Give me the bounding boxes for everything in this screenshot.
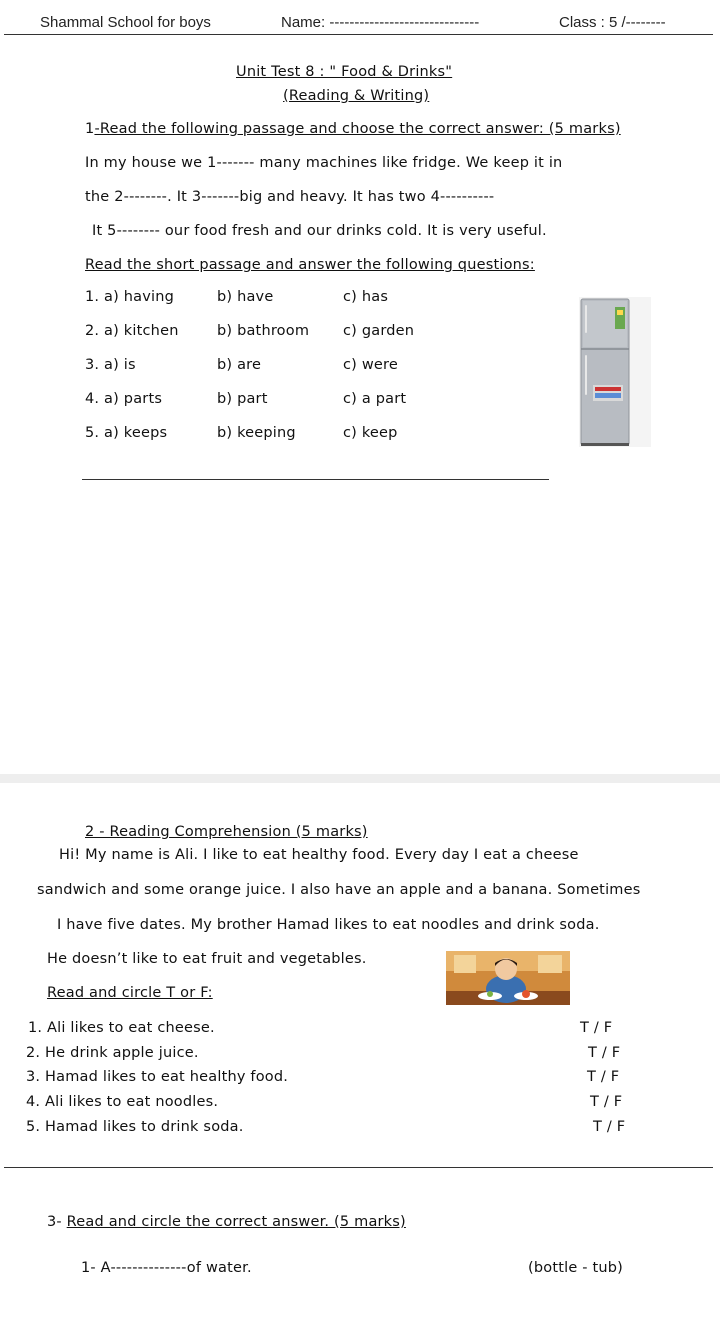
passage-line: the 2--------. It 3-------big and heavy. It has two 4---------- xyxy=(85,189,495,205)
boy-eating-photo xyxy=(446,951,570,1005)
section1-number: 1 xyxy=(85,121,95,137)
passage-line: In my house we 1------- many machines like fridge. We keep it in xyxy=(85,155,563,171)
option-c[interactable]: c) keep xyxy=(343,425,398,441)
section1-sub-instruction: Read the short passage and answer the following questions: xyxy=(85,257,535,273)
tf-choice[interactable]: T / F xyxy=(588,1045,621,1061)
tf-choice[interactable]: T / F xyxy=(590,1094,623,1110)
comprehension-line: Hi! My name is Ali. I like to eat healthy food. Every day I eat a cheese xyxy=(59,847,579,863)
test-title: Unit Test 8 : " Food & Drinks" xyxy=(236,64,453,80)
fridge-image xyxy=(579,297,651,447)
school-name: Shammal School for boys xyxy=(40,14,211,31)
section1-divider xyxy=(82,479,549,480)
tf-choice[interactable]: T / F xyxy=(580,1020,613,1036)
option-a[interactable]: 3. a) is xyxy=(85,357,136,373)
passage-line: It 5-------- our food fresh and our drinks cold. It is very useful. xyxy=(92,223,547,239)
tf-choice[interactable]: T / F xyxy=(587,1069,620,1085)
test-subtitle: (Reading & Writing) xyxy=(283,88,430,104)
section3-choices[interactable]: (bottle - tub) xyxy=(528,1260,624,1276)
option-a[interactable]: 4. a) parts xyxy=(85,391,163,407)
class-field[interactable]: Class : 5 /-------- xyxy=(559,14,666,31)
option-b[interactable]: b) are xyxy=(217,357,262,373)
option-c[interactable]: c) garden xyxy=(343,323,415,339)
comprehension-line: sandwich and some orange juice. I also have an apple and a banana. Sometimes xyxy=(37,882,641,898)
tf-statement: 3. Hamad likes to eat healthy food. xyxy=(26,1069,289,1085)
section3-question: 1- A--------------of water. xyxy=(81,1260,252,1276)
option-c[interactable]: c) a part xyxy=(343,391,407,407)
section2-divider xyxy=(4,1167,713,1168)
section1-instruction xyxy=(85,121,621,137)
option-c[interactable]: c) were xyxy=(343,357,398,373)
section3-number: 3- xyxy=(47,1214,67,1230)
option-b[interactable]: b) bathroom xyxy=(217,323,310,339)
tf-statement: 5. Hamad likes to drink soda. xyxy=(26,1119,244,1135)
tf-statement: 2. He drink apple juice. xyxy=(26,1045,199,1061)
option-a[interactable]: 5. a) keeps xyxy=(85,425,168,441)
page-break xyxy=(0,774,720,783)
tf-statement: 4. Ali likes to eat noodles. xyxy=(26,1094,219,1110)
section3-heading-text: Read and circle the correct answer. (5 marks) xyxy=(66,1214,406,1230)
section2-heading: 2 - Reading Comprehension (5 marks) xyxy=(85,824,368,840)
comprehension-line: He doesn’t like to eat fruit and vegetables. xyxy=(47,951,367,967)
section1-instruction-text: -Read the following passage and choose the correct answer: (5 marks) xyxy=(94,121,621,137)
option-b[interactable]: b) part xyxy=(217,391,268,407)
option-b[interactable]: b) have xyxy=(217,289,274,305)
comprehension-line: I have five dates. My brother Hamad likes to eat noodles and drink soda. xyxy=(57,917,600,933)
option-a[interactable]: 2. a) kitchen xyxy=(85,323,179,339)
tf-statement: 1. Ali likes to eat cheese. xyxy=(28,1020,215,1036)
option-b[interactable]: b) keeping xyxy=(217,425,296,441)
option-c[interactable]: c) has xyxy=(343,289,389,305)
section3-heading xyxy=(47,1214,406,1230)
student-name-field[interactable]: Name: ------------------------------ xyxy=(281,14,480,31)
option-a[interactable]: 1. a) having xyxy=(85,289,175,305)
tf-choice[interactable]: T / F xyxy=(593,1119,626,1135)
header-divider xyxy=(4,34,713,35)
tf-instruction: Read and circle T or F: xyxy=(47,985,213,1001)
